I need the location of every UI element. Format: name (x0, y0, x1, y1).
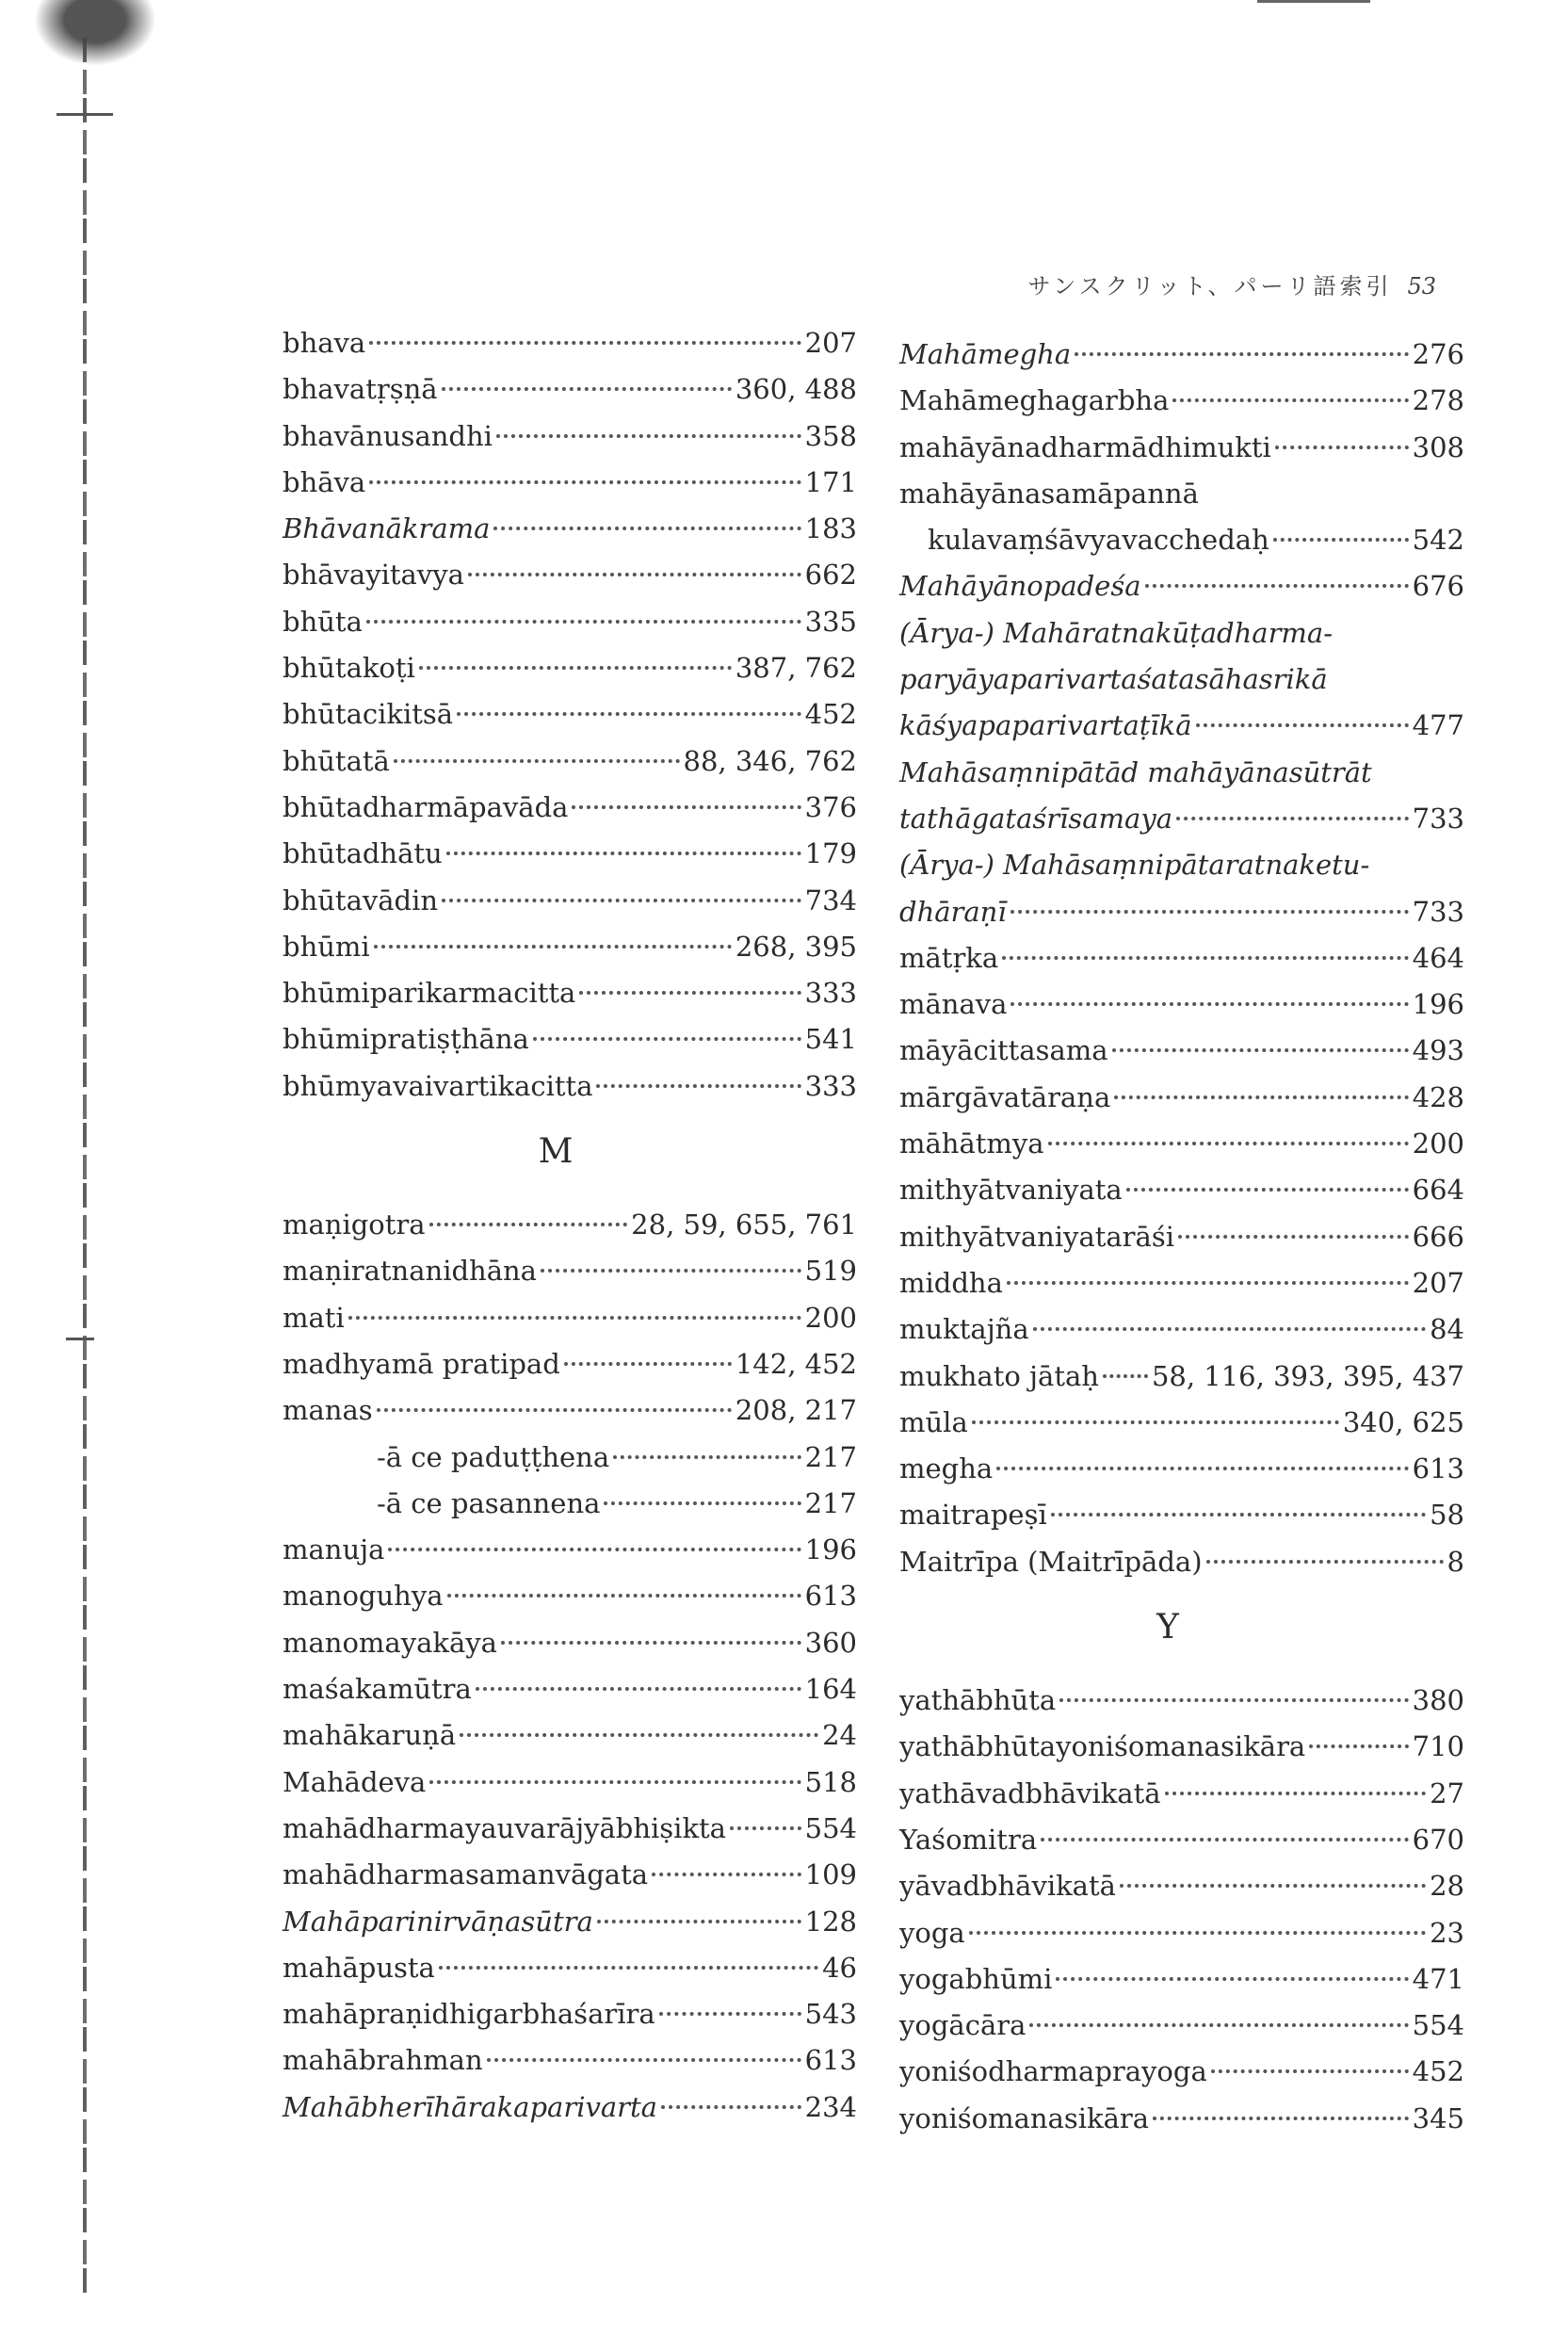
entry-term: mānava (899, 988, 1008, 1021)
entry-term: bhūmi (283, 930, 370, 963)
section-letter: Y (1156, 1608, 1179, 1647)
entry-pages: 217 (804, 1440, 857, 1473)
entry-pages: 207 (804, 327, 857, 359)
entry-pages: 109 (804, 1858, 857, 1891)
entry-term: bhūtadhātu (283, 837, 443, 870)
index-entry (283, 1573, 857, 1619)
index-entry (283, 970, 857, 1016)
index-entry (899, 1724, 1464, 1770)
entry-pages: 340, 625 (1342, 1405, 1464, 1438)
dot-leader (1051, 1513, 1426, 1517)
entry-pages: 676 (1412, 570, 1464, 603)
dot-leader (348, 1316, 801, 1320)
index-entry (899, 1400, 1464, 1446)
index-entry (899, 750, 1464, 796)
entry-pages: 734 (804, 884, 857, 917)
entry-pages: 493 (1412, 1034, 1464, 1067)
entry-term: -ā ce paduṭṭhena (377, 1440, 610, 1473)
dot-leader (429, 1223, 628, 1226)
index-entry (899, 1075, 1464, 1121)
entry-term: mithyātvaniyatarāśi (899, 1220, 1174, 1253)
dot-leader (1007, 1281, 1409, 1285)
entry-pages: 142, 452 (735, 1347, 857, 1380)
entry-pages: 196 (1412, 988, 1464, 1021)
dot-leader (613, 1455, 801, 1459)
dot-leader (369, 341, 800, 345)
index-entry (899, 1446, 1464, 1492)
index-entry (283, 1760, 857, 1806)
entry-term: middha (899, 1266, 1003, 1299)
index-entry (899, 378, 1464, 424)
entry-term: bhūtadharmāpavāda (283, 790, 569, 823)
index-entry (899, 935, 1464, 981)
index-entry (283, 1063, 857, 1110)
entry-pages: 360, 488 (735, 373, 857, 406)
index-entry (283, 831, 857, 877)
dot-leader (1273, 538, 1409, 542)
entry-term: bhāvayitavya (283, 559, 464, 592)
entry-term: mati (283, 1301, 345, 1334)
dot-leader (1176, 817, 1409, 820)
entry-pages: 46 (822, 1951, 857, 1984)
dot-leader (447, 1594, 801, 1598)
index-entry (899, 1260, 1464, 1306)
entry-term: bhavatṛṣṇā (283, 373, 438, 406)
entry-pages: 358 (804, 419, 857, 452)
index-entry (899, 610, 1464, 657)
index-entry (899, 1028, 1464, 1074)
entry-pages: 84 (1430, 1313, 1464, 1346)
entry-term: māyācittasama (899, 1034, 1108, 1067)
index-entry (283, 1666, 857, 1712)
dot-leader (541, 1269, 801, 1273)
index-entry (283, 1852, 857, 1898)
dot-leader (596, 1084, 800, 1088)
scan-artifact (1257, 0, 1370, 3)
dot-leader (1010, 910, 1409, 914)
dot-leader (1153, 2117, 1409, 2120)
entry-pages: 710 (1412, 1730, 1464, 1763)
running-head-title: サンスクリット、パーリ語索引 (1027, 273, 1393, 300)
dot-leader (419, 666, 732, 670)
dot-leader (476, 1687, 801, 1691)
dot-leader (1196, 723, 1409, 727)
dot-leader (1029, 2023, 1408, 2027)
dot-leader (1275, 446, 1409, 449)
entry-term: Mahāyānopadeśa (899, 570, 1141, 603)
index-entry (899, 2003, 1464, 2049)
index-entry (899, 517, 1464, 563)
dot-leader (1112, 1048, 1409, 1052)
entry-pages: 24 (822, 1719, 857, 1752)
entry-term: bhūtatā (283, 744, 390, 777)
index-entry (899, 889, 1464, 935)
entry-pages: 58, 116, 393, 395, 437 (1151, 1359, 1464, 1392)
dot-leader (1120, 1884, 1426, 1888)
index-entry (283, 2037, 857, 2084)
entry-pages: 542 (1412, 524, 1464, 557)
dot-leader (366, 620, 801, 624)
section-letter: M (538, 1132, 574, 1172)
entry-term: Mahābherīhārakaparivarta (283, 2090, 657, 2123)
entry-pages: 171 (804, 465, 857, 498)
entry-term: bhavānusandhi (283, 419, 493, 452)
entry-term: muktajña (899, 1313, 1029, 1346)
index-entry (283, 785, 857, 831)
entry-pages: 333 (804, 1069, 857, 1102)
entry-pages: 376 (804, 790, 857, 823)
entry-term: yoniśomanasikāra (899, 2101, 1150, 2134)
entry-term: bhūmiparikarmacitta (283, 977, 576, 1010)
dot-leader (374, 945, 732, 949)
index-entry (899, 703, 1464, 749)
entry-pages: 128 (804, 1905, 857, 1938)
dot-leader (1165, 1792, 1427, 1795)
entry-pages: 335 (804, 605, 857, 638)
dot-leader (1059, 1698, 1408, 1702)
index-entry (899, 1956, 1464, 2003)
entry-term: bhūtakoṭi (283, 652, 415, 685)
entry-pages: 308 (1412, 430, 1464, 463)
scan-artifact (66, 1338, 94, 1340)
entry-term: mahāyānadharmādhimukti (899, 430, 1271, 463)
index-entry (283, 1527, 857, 1573)
index-entry (283, 878, 857, 924)
entry-term: mahādharmayauvarājyābhiṣikta (283, 1811, 726, 1844)
left-column (283, 320, 857, 2131)
dot-leader (501, 1641, 801, 1645)
entry-term: mahābrahman (283, 2044, 483, 2077)
dot-leader (496, 434, 801, 438)
dot-leader (661, 2105, 801, 2109)
entry-term: bhūtavādin (283, 884, 439, 917)
entry-pages: 8 (1447, 1545, 1464, 1578)
index-entry (899, 471, 1464, 517)
entry-pages: 452 (804, 698, 857, 731)
entry-pages: 333 (804, 977, 857, 1010)
entry-term: mithyātvaniyata (899, 1174, 1123, 1207)
entry-pages: 541 (804, 1023, 857, 1056)
entry-term: mahāpraṇidhigarbhaśarīra (283, 1998, 655, 2031)
entry-pages: 217 (804, 1486, 857, 1519)
dot-leader (1178, 1235, 1409, 1239)
dot-leader (487, 2058, 801, 2062)
dot-leader (652, 1873, 801, 1876)
entry-term: maśakamūtra (283, 1673, 472, 1706)
entry-pages: 670 (1412, 1823, 1464, 1856)
entry-term: yathāvadbhāvikatā (899, 1776, 1161, 1809)
entry-pages: 28, 59, 655, 761 (631, 1209, 857, 1241)
entry-term: yoga (899, 1916, 965, 1949)
index-entry (283, 1712, 857, 1759)
entry-pages: 276 (1412, 338, 1464, 370)
entry-term: manoguhya (283, 1580, 444, 1613)
entry-pages: 477 (1412, 709, 1464, 742)
scan-artifact (57, 113, 113, 116)
entry-term: mahāpusta (283, 1951, 435, 1984)
index-entry (899, 563, 1464, 609)
entry-term: Maitrīpa (Maitrīpāda) (899, 1545, 1203, 1578)
entry-pages: 543 (804, 1998, 857, 2031)
index-entry (283, 414, 857, 460)
entry-term: kāśyapaparivartaṭīkā (899, 709, 1192, 742)
entry-term: (Ārya-) Mahāsaṃnipātaratnaketu- (899, 849, 1370, 882)
index-entry (899, 332, 1464, 378)
entry-pages: 208, 217 (735, 1394, 857, 1427)
index-entry (899, 1306, 1464, 1353)
index-entry (283, 320, 857, 366)
entry-term: tathāgataśrīsamaya (899, 802, 1173, 835)
entry-pages: 387, 762 (735, 652, 857, 685)
entry-term: mahāyānasamāpannā (899, 477, 1199, 510)
index-entry (283, 1202, 857, 1248)
entry-term: madhyamā pratipad (283, 1347, 560, 1380)
entry-term: yathābhūta (899, 1684, 1057, 1717)
index-entry (283, 738, 857, 785)
dot-leader (1033, 1327, 1426, 1331)
index-entry (283, 1295, 857, 1341)
entry-term: Yaśomitra (899, 1823, 1038, 1856)
index-entry (283, 1945, 857, 1991)
index-entry (283, 1248, 857, 1294)
dot-leader (1075, 352, 1408, 356)
entry-term: bhūmipratiṣṭhāna (283, 1023, 529, 1056)
dot-leader (1126, 1188, 1409, 1192)
index-entry (899, 2096, 1464, 2142)
entry-pages: 164 (804, 1673, 857, 1706)
dot-leader (1309, 1744, 1408, 1748)
entry-pages: 268, 395 (735, 930, 857, 963)
entry-term: mārgāvatāraṇa (899, 1080, 1111, 1113)
entry-pages: 196 (804, 1533, 857, 1566)
entry-term: bhūta (283, 605, 363, 638)
index-entry (283, 1620, 857, 1666)
entry-pages: 664 (1412, 1174, 1464, 1207)
entry-term: mahādharmasamanvāgata (283, 1858, 649, 1891)
running-head (1027, 268, 1436, 300)
entry-term: Mahāparinirvāṇasūtra (283, 1905, 593, 1938)
index-entry (283, 1481, 857, 1527)
entry-pages: 207 (1412, 1266, 1464, 1299)
entry-term: Mahādeva (283, 1765, 427, 1798)
index-entry (283, 1435, 857, 1481)
entry-term: yogācāra (899, 2009, 1026, 2042)
entry-pages: 464 (1412, 941, 1464, 974)
dot-leader (969, 1931, 1426, 1935)
dot-leader (579, 991, 800, 995)
index-entry (283, 366, 857, 413)
index-entry (283, 1387, 857, 1434)
index-entry (283, 691, 857, 738)
dot-leader (1145, 584, 1409, 588)
entry-pages: 554 (1412, 2009, 1464, 2042)
dot-leader (442, 387, 732, 391)
entry-pages: 613 (804, 1580, 857, 1613)
dot-leader (446, 852, 801, 855)
entry-term: bhāva (283, 465, 366, 498)
entry-term: yathābhūtayoniśomanasikāra (899, 1730, 1306, 1763)
dot-leader (1211, 2069, 1409, 2073)
entry-term: paryāyaparivartaśatasāhasrikā (899, 663, 1328, 696)
dot-leader (1114, 1095, 1408, 1099)
entry-term: Bhāvanākrama (283, 512, 491, 545)
entry-term: maitrapeṣī (899, 1499, 1047, 1532)
index-entry (899, 1910, 1464, 1956)
right-column (899, 332, 1464, 2142)
entry-term: manas (283, 1394, 373, 1427)
dot-leader (388, 1548, 800, 1551)
entry-term: mahākaruṇā (283, 1719, 457, 1752)
entry-term: dhāraṇī (899, 895, 1007, 928)
entry-pages: 183 (804, 512, 857, 545)
index-entry (899, 1214, 1464, 1260)
entry-term: yāvadbhāvikatā (899, 1870, 1116, 1903)
index-entry (899, 981, 1464, 1028)
dot-leader (369, 480, 800, 484)
dot-leader (1002, 956, 1408, 960)
dot-leader (468, 573, 801, 576)
entry-pages: 519 (804, 1255, 857, 1288)
entry-term: (Ārya-) Mahāratnakūṭadharma- (899, 616, 1334, 649)
entry-term: mūla (899, 1405, 968, 1438)
index-entry (283, 1806, 857, 1852)
entry-pages: 613 (1412, 1452, 1464, 1485)
index-entry (899, 1354, 1464, 1400)
entry-term: maṇigotra (283, 1209, 426, 1241)
entry-pages: 200 (804, 1301, 857, 1334)
entry-pages: 518 (804, 1765, 857, 1798)
dot-leader (564, 1362, 732, 1366)
index-entry (283, 924, 857, 970)
entry-pages: 666 (1412, 1220, 1464, 1253)
dot-leader (1206, 1560, 1444, 1564)
index-entry (899, 1167, 1464, 1213)
entry-pages: 23 (1430, 1916, 1464, 1949)
index-entry (899, 657, 1464, 703)
dot-leader (377, 1408, 732, 1412)
entry-term: Mahāsaṃnipātād mahāyānasūtrāt (899, 755, 1372, 788)
index-entry (899, 1863, 1464, 1909)
entry-term: bhūtacikitsā (283, 698, 454, 731)
index-entry (283, 506, 857, 552)
entry-pages: 662 (804, 559, 857, 592)
entry-term: māhātmya (899, 1127, 1044, 1160)
entry-term: bhūmyavaivartikacitta (283, 1069, 593, 1102)
dot-leader (730, 1826, 801, 1830)
entry-pages: 58 (1430, 1499, 1464, 1532)
entry-pages: 452 (1412, 2055, 1464, 2088)
entry-term: yogabhūmi (899, 1962, 1053, 1995)
dot-leader (597, 1920, 801, 1923)
entry-term: Mahāmeghagarbha (899, 384, 1170, 417)
entry-pages: 88, 346, 762 (683, 744, 857, 777)
binding-edge (83, 38, 87, 2298)
dot-leader (429, 1780, 800, 1784)
scan-artifact (34, 0, 156, 66)
entry-term: bhava (283, 327, 366, 359)
index-entry (899, 796, 1464, 842)
index-entry (899, 1492, 1464, 1538)
entry-term: maṇiratnanidhāna (283, 1255, 537, 1288)
dot-leader (1041, 1838, 1409, 1841)
entry-term: mukhato jātaḥ (899, 1359, 1099, 1392)
entry-term: yoniśodharmaprayoga (899, 2055, 1207, 2088)
entry-pages: 471 (1412, 1962, 1464, 1995)
index-entry (283, 1991, 857, 2037)
index-entry (899, 1539, 1464, 1585)
entry-term: Mahāmegha (899, 338, 1072, 370)
dot-leader (1048, 1142, 1409, 1145)
entry-pages: 613 (804, 2044, 857, 2077)
dot-leader (572, 805, 800, 809)
entry-pages: 380 (1412, 1684, 1464, 1717)
dot-leader (394, 759, 680, 763)
entry-pages: 200 (1412, 1127, 1464, 1160)
entry-term: manomayakāya (283, 1626, 497, 1659)
index-entry (899, 842, 1464, 888)
entry-pages: 428 (1412, 1080, 1464, 1113)
index-entry (283, 645, 857, 691)
entry-term: mātṛka (899, 941, 999, 974)
entry-term: megha (899, 1452, 994, 1485)
index-entry (283, 1899, 857, 1945)
entry-pages: 733 (1412, 802, 1464, 835)
dot-leader (996, 1467, 1408, 1470)
index-entry (899, 1678, 1464, 1724)
entry-pages: 554 (804, 1811, 857, 1844)
index-entry (899, 2049, 1464, 2095)
entry-pages: 345 (1412, 2101, 1464, 2134)
entry-term: -ā ce pasannena (377, 1486, 601, 1519)
entry-term: kulavaṃśāvyavacchedaḥ (928, 524, 1269, 557)
entry-pages: 733 (1412, 895, 1464, 928)
page-number: 53 (1407, 273, 1436, 300)
index-entry (899, 1817, 1464, 1863)
entry-term: manuja (283, 1533, 385, 1566)
dot-leader (1010, 1002, 1408, 1006)
index-entry (283, 2085, 857, 2131)
index-entry (899, 425, 1464, 471)
dot-leader (493, 527, 800, 530)
entry-pages: 234 (804, 2090, 857, 2123)
index-entry (283, 460, 857, 506)
entry-pages: 28 (1430, 1870, 1464, 1903)
index-entry (283, 1341, 857, 1387)
entry-pages: 360 (804, 1626, 857, 1659)
dot-leader (439, 1966, 818, 1970)
index-entry (283, 1016, 857, 1063)
dot-leader (1056, 1977, 1408, 1981)
dot-leader (460, 1733, 818, 1737)
dot-leader (604, 1501, 800, 1505)
index-entry (283, 599, 857, 645)
dot-leader (1172, 398, 1408, 402)
entry-pages: 278 (1412, 384, 1464, 417)
dot-leader (442, 899, 801, 902)
dot-leader (457, 712, 801, 716)
dot-leader (1103, 1374, 1148, 1378)
entry-pages: 179 (804, 837, 857, 870)
dot-leader (533, 1037, 801, 1041)
dot-leader (659, 2012, 801, 2016)
index-entry (899, 1771, 1464, 1817)
entry-pages: 27 (1430, 1776, 1464, 1809)
index-entry (899, 1121, 1464, 1167)
index-entry (283, 552, 857, 598)
dot-leader (972, 1420, 1339, 1424)
